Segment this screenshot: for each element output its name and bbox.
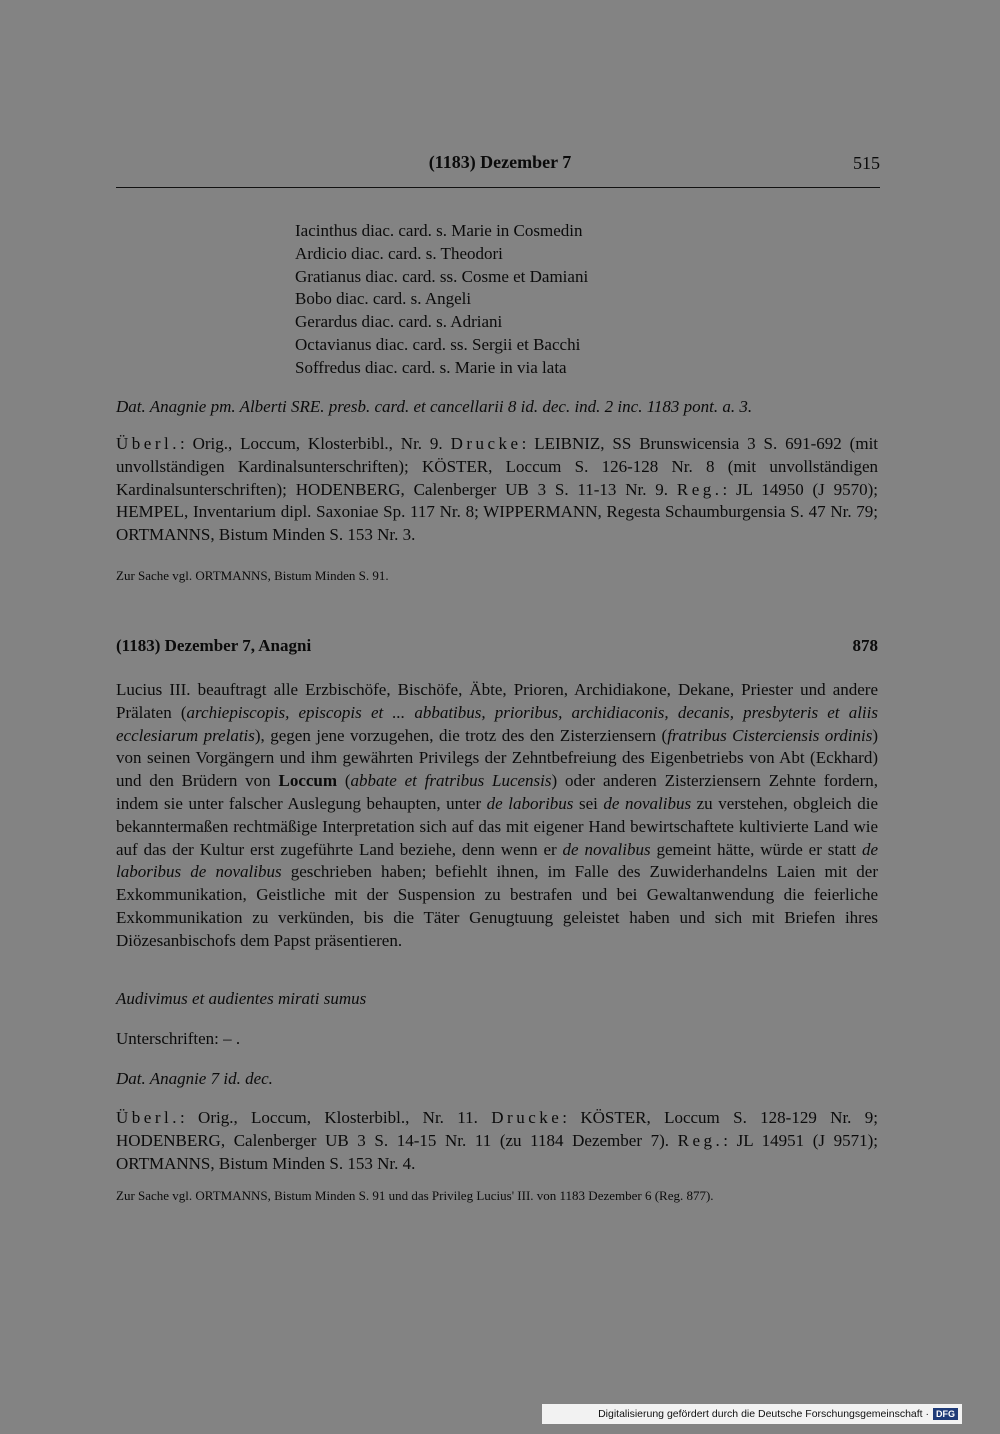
regest-segment: ) von seinen Vorgängern und ihm gewährten Privilegs der Zehntbefreiung des Eigenbetriebs von Abt (Eckhard) und den Brüdern von [116,725,878,791]
ueberlieferung-text: : Orig., Loccum, Klosterbibl., Nr. 11. [179,1108,478,1127]
dating-clause-2: Dat. Anagnie 7 id. dec. [116,1069,273,1088]
regest-latin: de novalibus [603,793,692,813]
regest-text [116,679,878,953]
document-date-place: (1183) Dezember 7, Anagni [116,636,312,655]
regest-segment: gemeint hätte, würde er statt [650,839,862,859]
note-2: Zur Sache vgl. ORTMANNS, Bistum Minden S. 91 und das Privileg Lucius' III. von 1183 Dezember 6 (Reg. 877). [116,1188,714,1203]
signature-line: Bobo diac. card. s. Angeli [295,289,472,309]
drucke-text: : KÖSTER, Loccum S. 128-129 Nr. 9; HODENBERG, Calenberger UB 3 S. 14-15 Nr. 11 (zu 1184 Dezember 7). [116,1108,879,1150]
regest-segment: sei [573,793,604,813]
drucke-text: : LEIBNIZ, SS Brunswicensia 3 S. 691-692 (mit unvollständigen Kardinalsunterschriften); KÖSTER, Loccum S. 126-128 Nr. 8 (mit unvollständigen Kardinalsunterschriften); HODENBERG, Calenberger UB 3 S. 11-13 Nr. 9. [116,434,879,499]
regesten-text: : JL 14951 (J 9571); ORTMANNS, Bistum Minden S. 153 Nr. 4. [116,1130,878,1173]
label-ueberlieferung: Überl. [116,434,180,453]
label-ueberlieferung: Überl. [116,1108,180,1127]
signature-line: Gerardus diac. card. s. Adriani [295,312,503,332]
regest-segment: zu verstehen, obgleich die bekanntermaßen rechtmäßige Interpretation sich auf das mit eigener Hand bewirtschaftete kultivierte Land wie auf das der Kultur erst zugeführte Land beziehe, denn wenn er [116,793,878,859]
regest-segment: ), gegen jene vorzugehen, die trotz des den Zisterziensern ( [254,725,668,745]
dating-clause-1: Dat. Anagnie pm. Alberti SRE. presb. card. et cancellarii 8 id. dec. ind. 2 inc. 1183 pont. a. 3. [116,397,753,416]
signature-line: Ardicio diac. card. s. Theodori [295,243,503,263]
signature-line: Soffredus diac. card. s. Marie in via lata [295,357,567,377]
signature-line: Gratianus diac. card. ss. Cosme et Damiani [295,266,589,286]
ueberlieferung-text: : Orig., Loccum, Klosterbibl., Nr. 9. [179,434,443,453]
regest-latin: archiepiscopis, episcopis et ... abbatibus, prioribus, archidiaconis, decanis, presbyteris et aliis ecclesiarum prelatis [116,702,878,745]
cardinal-signatures [295,220,588,380]
label-drucke: Drucke [491,1108,563,1127]
regest-segment: ) oder anderen Zisterziensern Zehnte fordern, indem sie unter falscher Auslegung behaupten, unter [116,771,878,813]
regest-latin: de novalibus [562,839,651,859]
dfg-logo: DFG [933,1408,958,1420]
signature-line: Iacinthus diac. card. s. Marie in Cosmedin [295,221,583,240]
transmission-1 [116,433,878,547]
document-heading [116,636,878,656]
regest-segment: Lucius III. beauftragt alle Erzbischöfe, Bischöfe, Äbte, Prioren, Archidiakone, Dekane, Priester und andere Prälaten ( [116,680,878,722]
place-name: Loccum [278,771,338,791]
label-drucke: Drucke [450,434,522,453]
regest-segment: ( [337,771,351,791]
running-header-title: (1183) Dezember 7 [428,152,572,172]
note-1: Zur Sache vgl. ORTMANNS, Bistum Minden S. 91. [116,568,389,583]
page-number: 515 [853,153,880,173]
regest-latin: de laboribus de novalibus [116,839,878,882]
label-regesten: Reg. [677,1130,724,1150]
footer-text: Digitalisierung gefördert durch die Deutsche Forschungsgemeinschaft · [598,1408,929,1420]
regest-latin: fratribus Cisterciensis ordinis [667,725,873,745]
subscriptions: Unterschriften: – . [116,1029,241,1048]
regest-latin: abbate et fratribus Lucensis [350,771,552,791]
funding-footer [542,1404,962,1424]
signature-line: Octavianus diac. card. ss. Sergii et Bacchi [295,334,581,354]
incipit: Audivimus et audientes mirati sumus [116,989,367,1008]
label-regesten: Reg. [676,479,723,499]
header-rule [116,187,880,188]
regest-latin: de laboribus [486,793,574,813]
regest-number: 878 [852,636,878,655]
transmission-2 [116,1107,878,1175]
regesten-text: : JL 14950 (J 9570); HEMPEL, Inventarium dipl. Saxoniae Sp. 117 Nr. 8; WIPPERMANN, Regesta Schaumburgensia S. 47 Nr. 79; ORTMANNS, Bistum Minden S. 153 Nr. 3. [116,479,878,545]
regest-segment: geschrieben haben; befiehlt ihnen, im Falle des Zuwiderhandelns Laien mit der Exkommunikation, Geistliche mit der Suspension zu bestrafen und bei Gewaltanwendung die feierliche Exkommunikation zu verkünden, bis die Täter Genugtuung geleistet haben und sich mit Briefen ihres Diözesanbischofs dem Papst präsentieren. [116,862,878,950]
